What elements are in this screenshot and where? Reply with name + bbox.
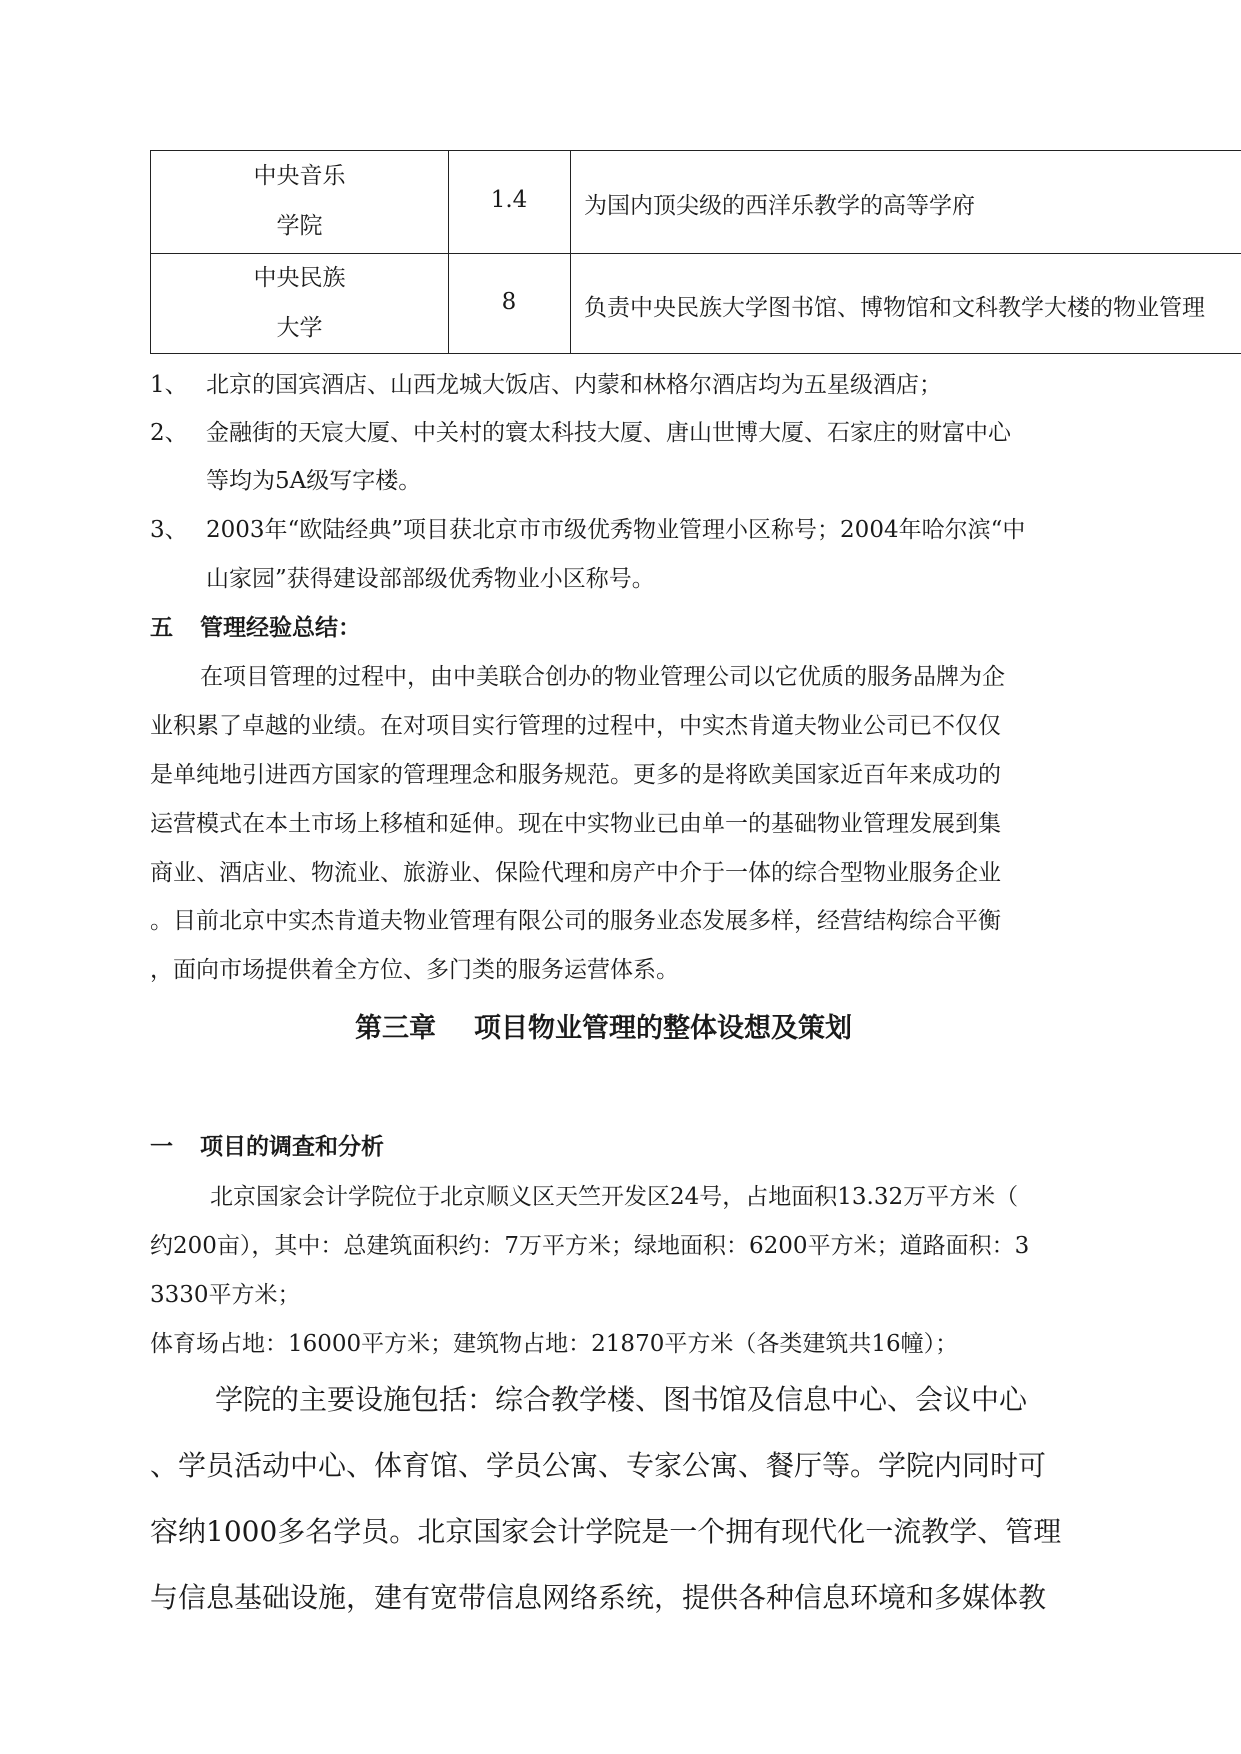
section-heading: 项目的调查和分析 xyxy=(200,1134,384,1160)
paragraph-line: ，面向市场提供着全方位、多门类的服务运营体系。 xyxy=(150,957,679,983)
note-text: 2003年“欧陆经典”项目获北京市市级优秀物业管理小区称号；2004年哈尔滨“中 xyxy=(206,517,1026,543)
table-cell-name: 中央民族 大学 xyxy=(253,265,346,341)
paragraph-line: 与信息基础设施，建有宽带信息网络系统，提供各种信息环境和多媒体教 xyxy=(150,1581,1047,1614)
section-number: 五 xyxy=(150,615,173,641)
paragraph-line: 业积累了卓越的业绩。在对项目实行管理的过程中，中实杰肯道夫物业公司已不仅仅 xyxy=(150,713,1001,739)
paragraph-line: 。目前北京中实杰肯道夫物业管理有限公司的服务业态发展多样，经营结构综合平衡 xyxy=(150,908,1001,934)
paragraph-line: 是单纯地引进西方国家的管理理念和服务规范。更多的是将欧美国家近百年来成功的 xyxy=(150,762,1001,788)
table-cell-area: 1.4 xyxy=(490,187,528,213)
paragraph-line: 3330平方米； xyxy=(150,1282,301,1308)
table-cell-name: 中央音乐 学院 xyxy=(253,163,346,239)
note-number: 1、 xyxy=(150,372,188,398)
table-cell-area: 8 xyxy=(501,289,517,315)
table-cell-desc: 负责中央民族大学图书馆、博物馆和文科教学大楼的物业管理 xyxy=(584,295,1205,321)
note-text: 金融街的天宸大厦、中关村的寰太科技大厦、唐山世博大厦、石家庄的财富中心 xyxy=(206,420,1011,446)
note-text: 等均为5A级写字楼。 xyxy=(206,468,422,494)
chapter-title: 项目物业管理的整体设想及策划 xyxy=(474,1013,852,1044)
table-divider xyxy=(448,151,449,353)
paragraph-line: 、学员活动中心、体育馆、学员公寓、专家公寓、餐厅等。学院内同时可 xyxy=(150,1449,1047,1482)
paragraph-line: 商业、酒店业、物流业、旅游业、保险代理和房产中介于一体的综合型物业服务企业 xyxy=(150,860,1001,886)
note-number: 3、 xyxy=(150,517,188,543)
paragraph-line: 容纳1000多名学员。北京国家会计学院是一个拥有现代化一流教学、管理 xyxy=(150,1515,1062,1548)
table-divider xyxy=(570,151,571,353)
section-heading: 管理经验总结： xyxy=(200,615,361,641)
chapter-label: 第三章 xyxy=(355,1013,436,1044)
paragraph-line: 体育场占地：16000平方米；建筑物占地：21870平方米（各类建筑共16幢）； xyxy=(150,1331,959,1357)
section-number: 一 xyxy=(150,1134,173,1160)
paragraph-line: 学院的主要设施包括：综合教学楼、图书馆及信息中心、会议中心 xyxy=(215,1383,1028,1416)
note-number: 2、 xyxy=(150,420,188,446)
paragraph-line: 在项目管理的过程中，由中美联合创办的物业管理公司以它优质的服务品牌为企 xyxy=(200,664,1005,690)
note-text: 北京的国宾酒店、山西龙城大饭店、内蒙和林格尔酒店均为五星级酒店； xyxy=(206,372,942,398)
table-cell-desc: 为国内顶尖级的西洋乐教学的高等学府 xyxy=(584,193,975,219)
paragraph-line: 约200亩），其中：总建筑面积约：7万平方米；绿地面积：6200平方米；道路面积：3 xyxy=(150,1233,1030,1259)
paragraph-line: 运营模式在本土市场上移植和延伸。现在中实物业已由单一的基础物业管理发展到集 xyxy=(150,811,1001,837)
paragraph-line: 北京国家会计学院位于北京顺义区天竺开发区24号，占地面积13.32万平方米（ xyxy=(210,1184,1019,1210)
facility-table xyxy=(150,150,1241,354)
note-text: 山家园”获得建设部部级优秀物业小区称号。 xyxy=(206,566,655,592)
